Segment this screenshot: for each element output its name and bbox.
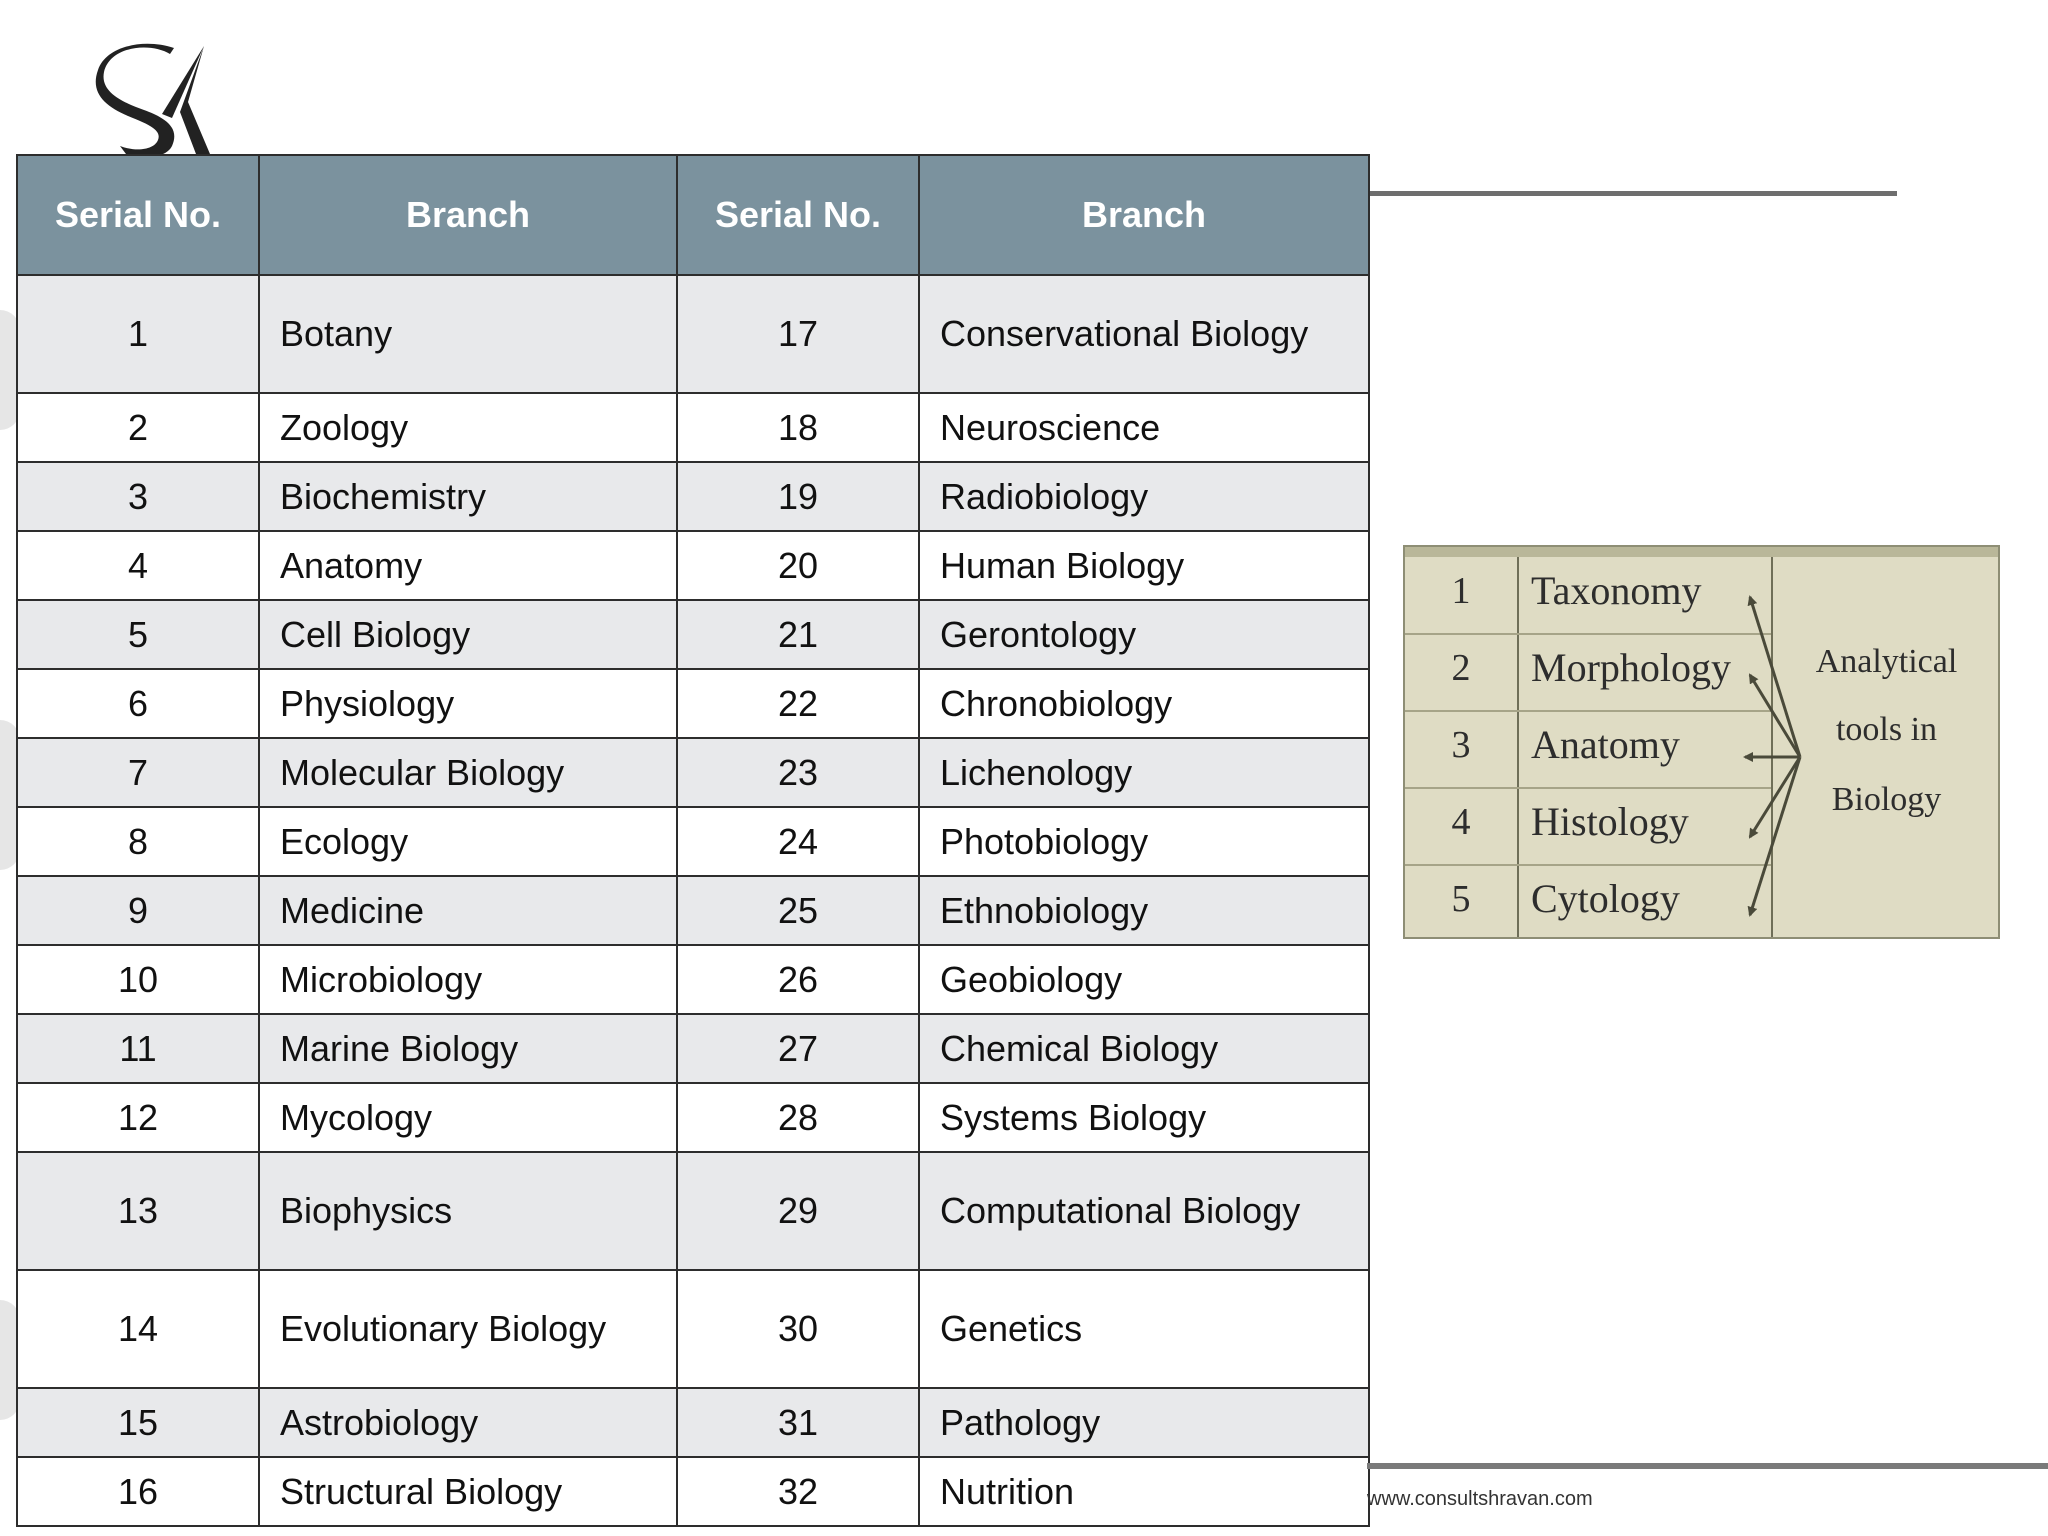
table-row xyxy=(17,1388,1369,1457)
table-row xyxy=(17,738,1369,807)
serial-number-cell: 14 xyxy=(17,1270,259,1388)
serial-number-cell: 2 xyxy=(17,393,259,462)
serial-number-cell: 16 xyxy=(17,1457,259,1526)
branch-name-cell: Evolutionary Biology xyxy=(259,1270,677,1388)
serial-number-cell: 10 xyxy=(17,945,259,1014)
table-row xyxy=(17,807,1369,876)
top-divider-line xyxy=(1367,191,1897,196)
branch-name-cell: Astrobiology xyxy=(259,1388,677,1457)
serial-number-cell: 20 xyxy=(677,531,919,600)
table-row xyxy=(17,1152,1369,1270)
serial-number-cell: 32 xyxy=(677,1457,919,1526)
table-row xyxy=(17,1270,1369,1388)
biology-branches-table xyxy=(16,154,1370,1527)
branch-name-cell: Neuroscience xyxy=(919,393,1369,462)
tools-label-line: Biology xyxy=(1831,781,1942,818)
serial-number-cell: 12 xyxy=(17,1083,259,1152)
branch-name-cell: Human Biology xyxy=(919,531,1369,600)
branch-name-cell: Genetics xyxy=(919,1270,1369,1388)
table-header-row xyxy=(17,155,1369,275)
table-row xyxy=(17,1457,1369,1526)
tool-number: 5 xyxy=(1451,878,1471,920)
table-row xyxy=(17,531,1369,600)
serial-number-cell: 25 xyxy=(677,876,919,945)
branch-name-cell: Chemical Biology xyxy=(919,1014,1369,1083)
branch-name-cell: Geobiology xyxy=(919,945,1369,1014)
table-row xyxy=(17,669,1369,738)
tool-number: 1 xyxy=(1451,570,1471,612)
table-row xyxy=(17,876,1369,945)
branch-name-cell: Pathology xyxy=(919,1388,1369,1457)
branch-name-cell: Biochemistry xyxy=(259,462,677,531)
branch-name-cell: Conservational Biology xyxy=(919,275,1369,393)
serial-number-cell: 31 xyxy=(677,1388,919,1457)
branch-name-cell: Photobiology xyxy=(919,807,1369,876)
branch-name-cell: Systems Biology xyxy=(919,1083,1369,1152)
branch-name-cell: Nutrition xyxy=(919,1457,1369,1526)
s-quill-logo-icon xyxy=(92,42,212,160)
header-serial-no: Serial No. xyxy=(17,155,259,275)
serial-number-cell: 29 xyxy=(677,1152,919,1270)
branch-name-cell: Zoology xyxy=(259,393,677,462)
tool-number: 4 xyxy=(1451,801,1471,843)
serial-number-cell: 6 xyxy=(17,669,259,738)
table-row xyxy=(17,462,1369,531)
serial-number-cell: 4 xyxy=(17,531,259,600)
branch-name-cell: Radiobiology xyxy=(919,462,1369,531)
serial-number-cell: 8 xyxy=(17,807,259,876)
branch-name-cell: Anatomy xyxy=(259,531,677,600)
serial-number-cell: 13 xyxy=(17,1152,259,1270)
branch-name-cell: Medicine xyxy=(259,876,677,945)
serial-number-cell: 1 xyxy=(17,275,259,393)
analytical-tools-panel xyxy=(1403,545,2000,939)
tools-label-line: tools in xyxy=(1835,711,1938,748)
serial-number-cell: 22 xyxy=(677,669,919,738)
branch-name-cell: Ethnobiology xyxy=(919,876,1369,945)
tool-name: Histology xyxy=(1531,799,1689,844)
header-branch: Branch xyxy=(259,155,677,275)
tools-label-line: Analytical xyxy=(1815,643,1958,680)
branch-name-cell: Marine Biology xyxy=(259,1014,677,1083)
table-row xyxy=(17,1014,1369,1083)
branch-name-cell: Molecular Biology xyxy=(259,738,677,807)
serial-number-cell: 30 xyxy=(677,1270,919,1388)
tool-name: Cytology xyxy=(1531,876,1680,921)
serial-number-cell: 9 xyxy=(17,876,259,945)
branch-name-cell: Chronobiology xyxy=(919,669,1369,738)
branch-name-cell: Microbiology xyxy=(259,945,677,1014)
branch-name-cell: Mycology xyxy=(259,1083,677,1152)
website-url[interactable]: www.consultshravan.com xyxy=(1367,1488,1593,1510)
serial-number-cell: 7 xyxy=(17,738,259,807)
table-row xyxy=(17,945,1369,1014)
table-row xyxy=(17,275,1369,393)
header-branch: Branch xyxy=(919,155,1369,275)
branch-name-cell: Computational Biology xyxy=(919,1152,1369,1270)
branch-name-cell: Physiology xyxy=(259,669,677,738)
branch-name-cell: Ecology xyxy=(259,807,677,876)
branch-name-cell: Lichenology xyxy=(919,738,1369,807)
table-row xyxy=(17,1083,1369,1152)
bottom-divider-line xyxy=(1367,1463,2048,1469)
branch-name-cell: Cell Biology xyxy=(259,600,677,669)
serial-number-cell: 15 xyxy=(17,1388,259,1457)
branch-name-cell: Gerontology xyxy=(919,600,1369,669)
serial-number-cell: 18 xyxy=(677,393,919,462)
serial-number-cell: 3 xyxy=(17,462,259,531)
serial-number-cell: 21 xyxy=(677,600,919,669)
serial-number-cell: 24 xyxy=(677,807,919,876)
tool-name: Anatomy xyxy=(1531,722,1680,767)
table-row xyxy=(17,393,1369,462)
serial-number-cell: 28 xyxy=(677,1083,919,1152)
serial-number-cell: 26 xyxy=(677,945,919,1014)
branch-name-cell: Structural Biology xyxy=(259,1457,677,1526)
serial-number-cell: 23 xyxy=(677,738,919,807)
serial-number-cell: 27 xyxy=(677,1014,919,1083)
serial-number-cell: 11 xyxy=(17,1014,259,1083)
serial-number-cell: 19 xyxy=(677,462,919,531)
tool-name: Morphology xyxy=(1531,645,1731,690)
branching-arrows-icon xyxy=(1405,547,2002,941)
tool-number: 3 xyxy=(1451,724,1471,766)
tool-name: Taxonomy xyxy=(1531,568,1702,613)
branch-name-cell: Biophysics xyxy=(259,1152,677,1270)
serial-number-cell: 17 xyxy=(677,275,919,393)
serial-number-cell: 5 xyxy=(17,600,259,669)
table-row xyxy=(17,600,1369,669)
branch-name-cell: Botany xyxy=(259,275,677,393)
header-serial-no: Serial No. xyxy=(677,155,919,275)
tool-number: 2 xyxy=(1451,647,1471,689)
